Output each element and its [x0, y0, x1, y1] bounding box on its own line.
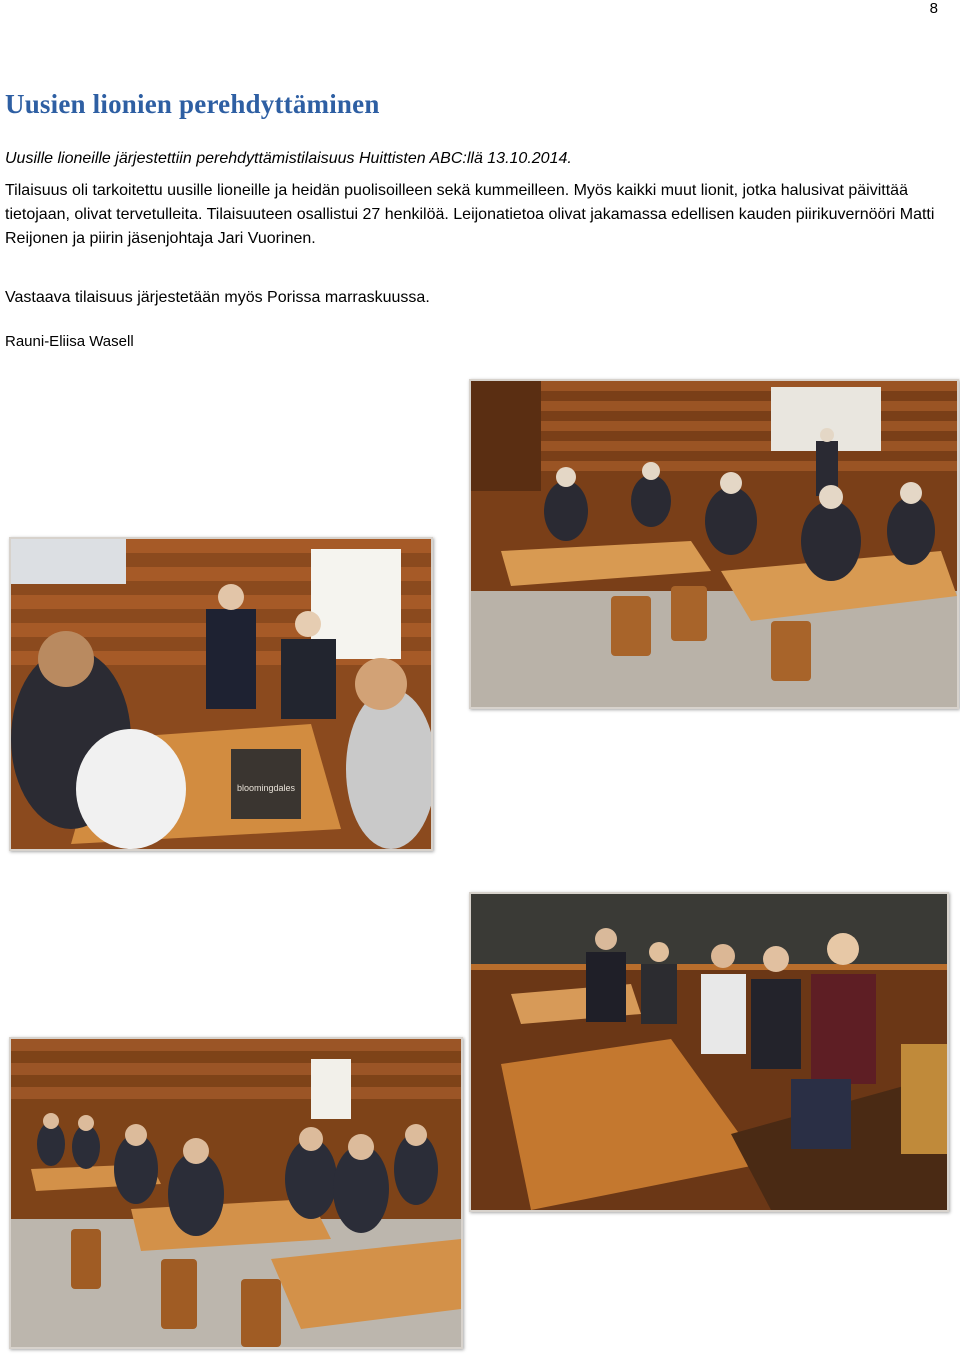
page-number: 8 — [929, 0, 938, 17]
shopping-bag-text: bloomingdales — [236, 783, 296, 793]
article-closing: Vastaava tilaisuus järjestetään myös Porissa marraskuussa. — [5, 289, 430, 306]
article-author: Rauni-Eliisa Wasell — [5, 333, 134, 350]
article-lead: Uusille lioneille järjestettiin perehdyttämistilaisuus Huittisten ABC:llä 13.10.2014. — [5, 150, 572, 167]
photo-participants-bench — [469, 892, 949, 1212]
photo-presenter-with-tablet — [9, 537, 433, 851]
article-title: Uusien lionien perehdyttäminen — [5, 89, 380, 119]
photo-meeting-room-presentation — [469, 379, 959, 709]
article-body: Tilaisuus oli tarkoitettu uusille lioneille ja heidän puolisoilleen sekä kummeilleen. Myös kaikki muut lionit, jotka halusivat päivittää tietojaan, olivat tervetulleita. Tilaisuuteen osallistui 27 henkilöä. Leijonatietoa olivat jakamassa edellisen kauden piirikuvernööri Matti Reijonen ja piirin jäsenjohtaja Jari Vuorinen. — [5, 182, 935, 247]
photo-restaurant-hall — [9, 1037, 463, 1349]
